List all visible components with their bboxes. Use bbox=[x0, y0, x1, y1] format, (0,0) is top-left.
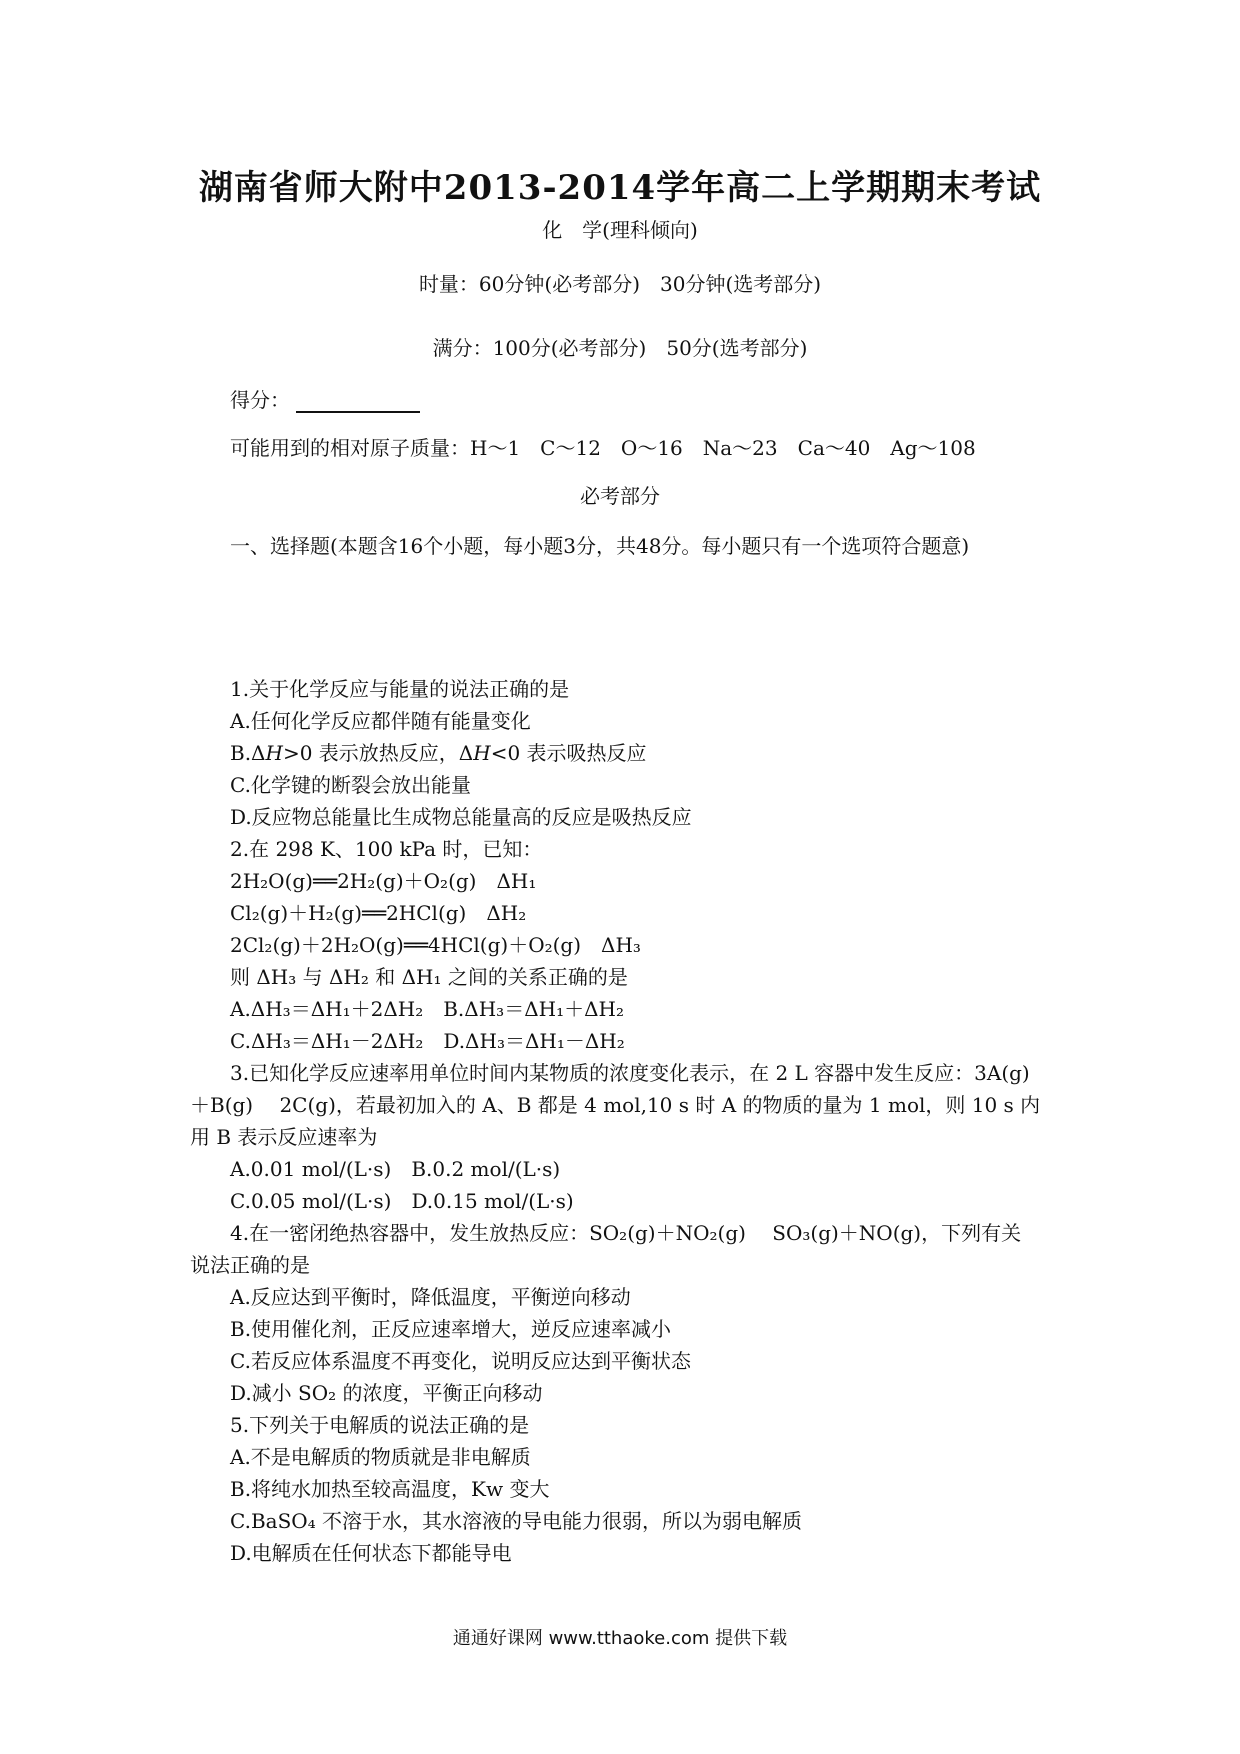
question-5-option-d: D.电解质在任何状态下都能导电 bbox=[230, 1541, 512, 1565]
question-4-line-1: 4.在一密闭绝热容器中，发生放热反应：SO₂(g)＋NO₂(g) SO₃(g)＋NO(g)，下列有关 bbox=[230, 1221, 1022, 1245]
score-field bbox=[230, 384, 420, 413]
atomic-mass-info: 可能用到的相对原子质量：H～1 C～12 O～16 Na～23 Ca～40 Ag～108 bbox=[230, 436, 976, 460]
question-5-option-c: C.BaSO₄ 不溶于水，其水溶液的导电能力很弱，所以为弱电解质 bbox=[230, 1509, 803, 1533]
score-blank-line bbox=[296, 391, 420, 413]
question-4-option-b: B.使用催化剂，正反应速率增大，逆反应速率减小 bbox=[230, 1317, 672, 1341]
question-2-options-cd: C.ΔH₃＝ΔH₁－2ΔH₂ D.ΔH₃＝ΔH₁－ΔH₂ bbox=[230, 1029, 625, 1053]
question-1-option-a: A.任何化学反应都伴随有能量变化 bbox=[230, 709, 531, 733]
question-1-option-b: B.ΔH>0 表示放热反应，ΔH<0 表示吸热反应 bbox=[230, 741, 647, 765]
question-3-options-cd: C.0.05 mol/(L·s) D.0.15 mol/(L·s) bbox=[230, 1189, 574, 1213]
question-1-option-d: D.反应物总能量比生成物总能量高的反应是吸热反应 bbox=[230, 805, 692, 829]
question-2-equation-2: Cl₂(g)＋H₂(g)══2HCl(g) ΔH₂ bbox=[230, 901, 527, 925]
section-heading: 必考部分 bbox=[580, 484, 660, 508]
subject-label: 化 学(理科倾向) bbox=[542, 218, 698, 242]
question-2-options-ab: A.ΔH₃＝ΔH₁＋2ΔH₂ B.ΔH₃＝ΔH₁＋ΔH₂ bbox=[230, 997, 624, 1021]
question-2-equation-3: 2Cl₂(g)＋2H₂O(g)══4HCl(g)＋O₂(g) ΔH₃ bbox=[230, 933, 641, 957]
score-label: 得分： bbox=[230, 388, 290, 412]
question-5-option-b: B.将纯水加热至较高温度，Kw 变大 bbox=[230, 1477, 550, 1501]
part-one-heading: 一、选择题(本题含16个小题，每小题3分，共48分。每小题只有一个选项符合题意) bbox=[230, 534, 970, 558]
question-3-options-ab: A.0.01 mol/(L·s) B.0.2 mol/(L·s) bbox=[230, 1157, 561, 1181]
question-2-stem: 2.在 298 K、100 kPa 时，已知： bbox=[230, 837, 543, 861]
question-1-option-c: C.化学键的断裂会放出能量 bbox=[230, 773, 471, 797]
full-score-info: 满分：100分(必考部分) 50分(选考部分) bbox=[432, 336, 808, 360]
footer-source: 通通好课网 www.tthaoke.com 提供下载 bbox=[452, 1628, 788, 1649]
time-info: 时量：60分钟(必考部分) 30分钟(选考部分) bbox=[418, 272, 822, 296]
question-4-option-c: C.若反应体系温度不再变化，说明反应达到平衡状态 bbox=[230, 1349, 691, 1373]
question-3-line-2: ＋B(g) 2C(g)，若最初加入的 A、B 都是 4 mol,10 s 时 A 的物质的量为 1 mol，则 10 s 内 bbox=[190, 1093, 1041, 1117]
question-2-equation-1: 2H₂O(g)══2H₂(g)＋O₂(g) ΔH₁ bbox=[230, 869, 537, 893]
question-4-option-d: D.减小 SO₂ 的浓度，平衡正向移动 bbox=[230, 1381, 543, 1405]
question-3-line-3: 用 B 表示反应速率为 bbox=[190, 1125, 378, 1149]
question-1-stem: 1.关于化学反应与能量的说法正确的是 bbox=[230, 677, 570, 701]
question-5-option-a: A.不是电解质的物质就是非电解质 bbox=[230, 1445, 531, 1469]
page-title: 湖南省师大附中2013-2014学年高二上学期期末考试 bbox=[198, 168, 1042, 208]
question-5-stem: 5.下列关于电解质的说法正确的是 bbox=[230, 1413, 530, 1437]
question-4-line-2: 说法正确的是 bbox=[190, 1253, 310, 1277]
question-2-ask: 则 ΔH₃ 与 ΔH₂ 和 ΔH₁ 之间的关系正确的是 bbox=[230, 965, 628, 989]
question-3-line-1: 3.已知化学反应速率用单位时间内某物质的浓度变化表示，在 2 L 容器中发生反应：3A(g) bbox=[230, 1061, 1030, 1085]
question-4-option-a: A.反应达到平衡时，降低温度，平衡逆向移动 bbox=[230, 1285, 631, 1309]
